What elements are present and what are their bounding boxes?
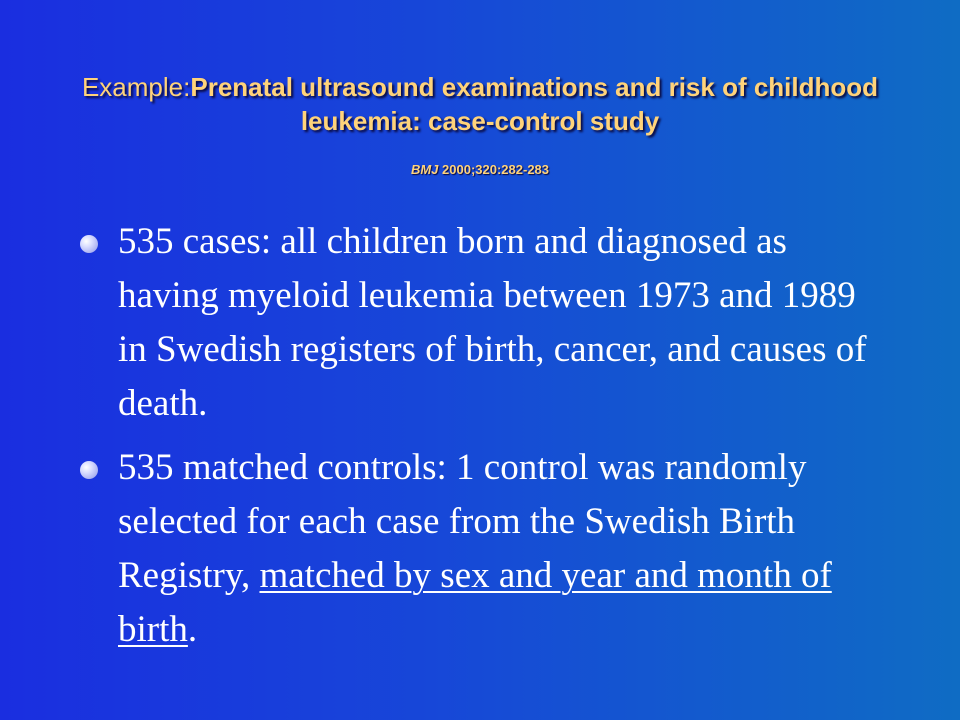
bullet-list [80,215,880,667]
citation-journal: BMJ [410,162,439,177]
citation-ref: 2000;320:282-283 [438,162,550,177]
bullet-text-underlined: matched by sex and year and month of birth [118,555,832,650]
bullet-text: 535 cases: all children born and diagnosed as having myeloid leukemia between 1973 and 1989 in Swedish registers of birth, cancer, and causes of death. [118,221,867,424]
bullet-item-controls [80,441,880,657]
bullet-text-end: . [187,609,198,650]
bullet-item-cases [80,215,880,431]
title-main: Prenatal ultrasound examinations and risk of childhood leukemia: case-control study [190,72,879,136]
bullet-dot-icon [80,461,98,479]
citation [40,161,920,179]
slide-title [40,70,920,138]
title-lead: Example: [81,72,191,102]
bullet-text: 535 matched controls: 1 control was randomly selected for each case from the Swedish Birth Registry, [118,447,807,596]
bullet-dot-icon [80,235,98,253]
